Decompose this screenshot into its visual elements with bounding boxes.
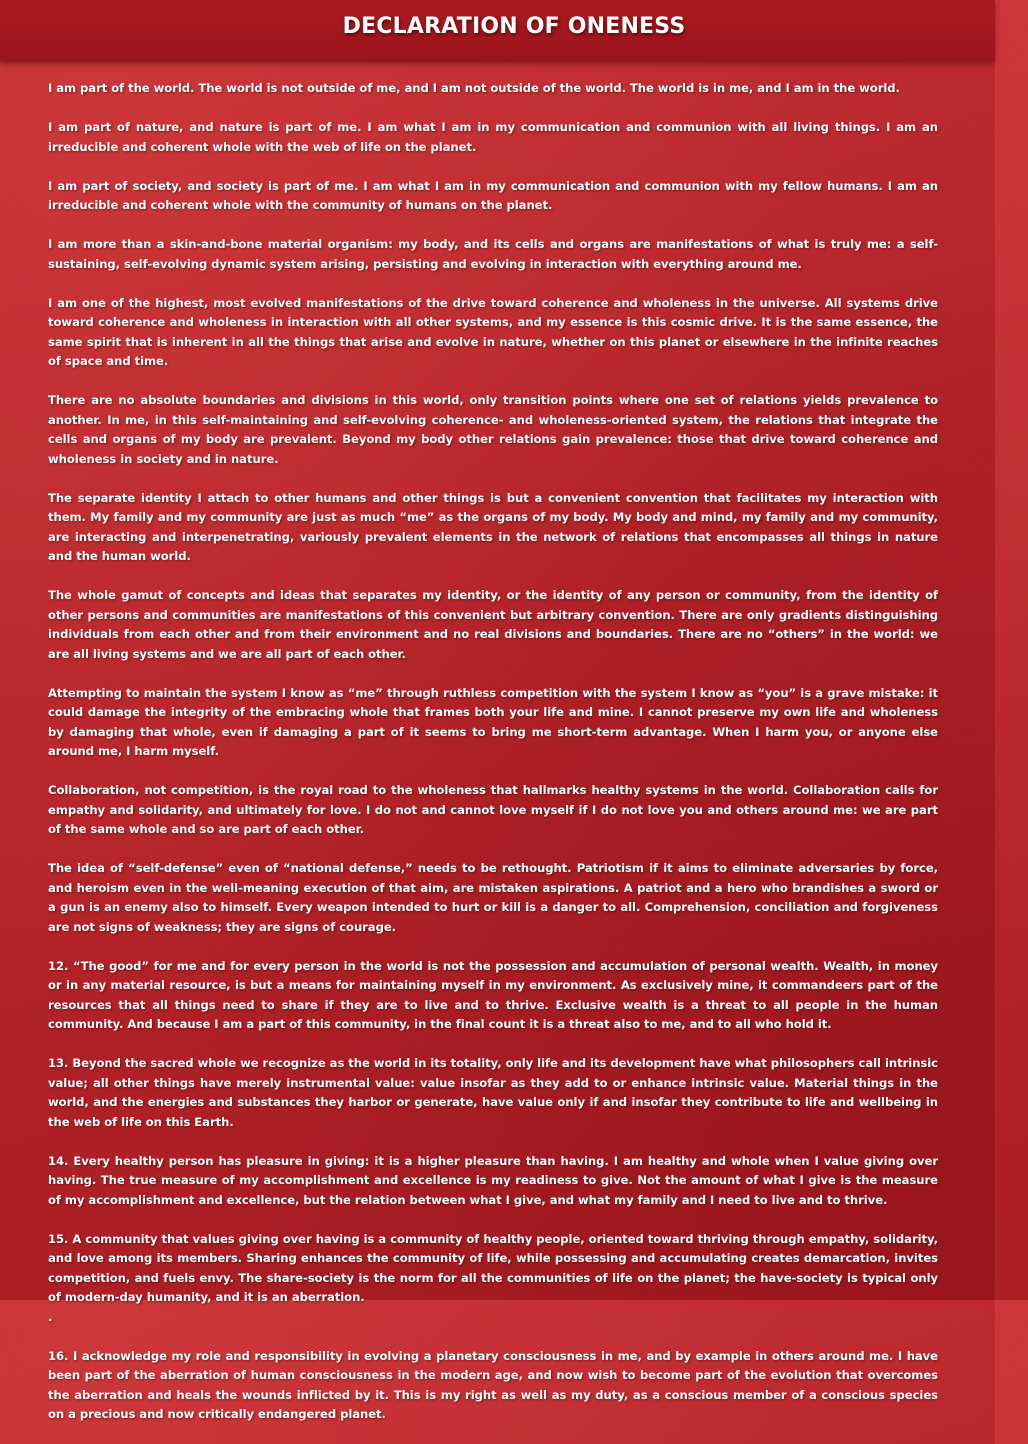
paragraph-5: I am one of the highest, most evolved manifestations of the drive toward coherence and wholeness in the universe. All systems drive toward coherence and wholeness in interaction with all other systems, and my essence is this cosmic drive. It is the same essence, the same spirit that is inherent in all the things that arise and evolve in nature, whether on this planet or elsewhere in the infinite reaches of space and time. <box>48 295 938 368</box>
paragraph-3: I am part of society, and society is part of me. I am what I am in my communication and communion with my fellow humans. I am an irreducible and coherent whole with the community of humans on the planet. <box>48 178 938 212</box>
paragraph-10: Collaboration, not competition, is the royal road to the wholeness that hallmarks healthy systems in the world. Collaboration calls for empathy and solidarity, and ultimately for love. I do not and cannot love myself if I do not love you and others around me: we are part of the same whole and so are part of each other. <box>48 783 938 836</box>
paragraph-4: I am more than a skin-and-bone material organism: my body, and its cells and organs are manifestations of what is truly me: a self-sustaining, self-evolving dynamic system arising, persisting and evolving in interaction with everything around me. <box>48 237 938 271</box>
paragraph-2: I am part of nature, and nature is part of me. I am what I am in my communication and communion with all living things. I am an irreducible and coherent whole with the web of life on the planet. <box>48 120 938 154</box>
paragraph-13: 13. Beyond the sacred whole we recognize as the world in its totality, only life and its development have what philosophers call intrinsic value; all other things have merely instrumental value: value insofar as they add to or enhance intrinsic value. Material things in the world, and the energies and substances they harbor or generate, have value only if and insofar they contribute to life and wellbeing in the web of life on this Earth. <box>48 1056 938 1129</box>
declaration-body <box>48 79 938 1444</box>
stray-period: . <box>48 1309 53 1324</box>
page-title: DECLARATION OF ONENESS <box>342 14 686 39</box>
paragraph-16: 16. I acknowledge my role and responsibility in evolving a planetary consciousness in me, and by example in others around me. I have been part of the aberration of human consciousness in the modern age, and now wish to become part of the evolution that overcomes the aberration and heals the wounds inflicted by it. This is my right as well as my duty, as a conscious member of a conscious species on a precious and now critically endangered planet. <box>48 1348 938 1421</box>
paragraph-7: The separate identity I attach to other humans and other things is but a convenient convention that facilitates my interaction with them. My family and my community are just as much “me” as the organs of my body. My body and mind, my family and my community, are interacting and interpenetrating, variously prevalent elements in the network of relations that encompasses all things in nature and the human world. <box>48 490 938 563</box>
paragraph-1: I am part of the world. The world is not outside of me, and I am not outside of the world. The world is in me, and I am in the world. <box>48 81 900 95</box>
paragraph-11: The idea of “self-defense” even of “national defense,” needs to be rethought. Patriotism if it aims to eliminate adversaries by force, and heroism even in the well-meaning execution of that aim, are mistaken aspirations. A patriot and a hero who brandishes a sword or a gun is an enemy also to himself. Every weapon intended to hurt or kill is a danger to all. Comprehension, conciliation and forgiveness are not signs of weakness; they are signs of courage. <box>48 861 938 934</box>
paragraph-12: 12. “The good” for me and for every person in the world is not the possession and accumulation of personal wealth. Wealth, in money or in any material resource, is but a means for maintaining myself in my environment. As exclusively mine, it commandeers part of the resources that all things need to share if they are to live and to thrive. Exclusive wealth is a threat to all people in the human community. And because I am a part of this community, in the final count it is a threat also to me, and to all who hold it. <box>48 958 938 1031</box>
paragraph-14: 14. Every healthy person has pleasure in giving: it is a higher pleasure than having. I am healthy and whole when I value giving over having. The true measure of my accomplishment and excellence is my readiness to give. Not the amount of what I give is the measure of my accomplishment and excellence, but the relation between what I give, and what my family and I need to live and to thrive. <box>48 1153 938 1207</box>
title-banner <box>0 0 995 62</box>
paragraph-6: There are no absolute boundaries and divisions in this world, only transition points where one set of relations yields prevalence to another. In me, in this self-maintaining and self-evolving coherence- and wholeness-oriented system, the relations that integrate the cells and organs of my body are prevalent. Beyond my body other relations gain prevalence: those that drive toward coherence and wholeness in society and in nature. <box>48 393 938 466</box>
paragraph-15: 15. A community that values giving over having is a community of healthy people, oriented toward thriving through empathy, solidarity, and love among its members. Sharing enhances the community of life, while possessing and accumulating creates demarcation, invites competition, and fuels envy. The share-society is the norm for all the communities of life on the planet; the have-society is typical only of modern-day humanity, and it is an aberration. <box>48 1231 938 1304</box>
paragraph-9: Attempting to maintain the system I know as “me” through ruthless competition with the system I know as “you” is a grave mistake: it could damage the integrity of the embracing whole that frames both your life and mine. I cannot preserve my own life and wholeness by damaging that whole, even if damaging a part of it seems to bring me short-term advantage. When I harm you, or anyone else around me, I harm myself. <box>48 685 938 758</box>
paragraph-8: The whole gamut of concepts and ideas that separates my identity, or the identity of any person or community, from the identity of other persons and communities are manifestations of this convenient but arbitrary convention. There are only gradients distinguishing individuals from each other and from their environment and no real divisions and boundaries. There are no “others” in the world: we are all living systems and we are all part of each other. <box>48 588 938 661</box>
